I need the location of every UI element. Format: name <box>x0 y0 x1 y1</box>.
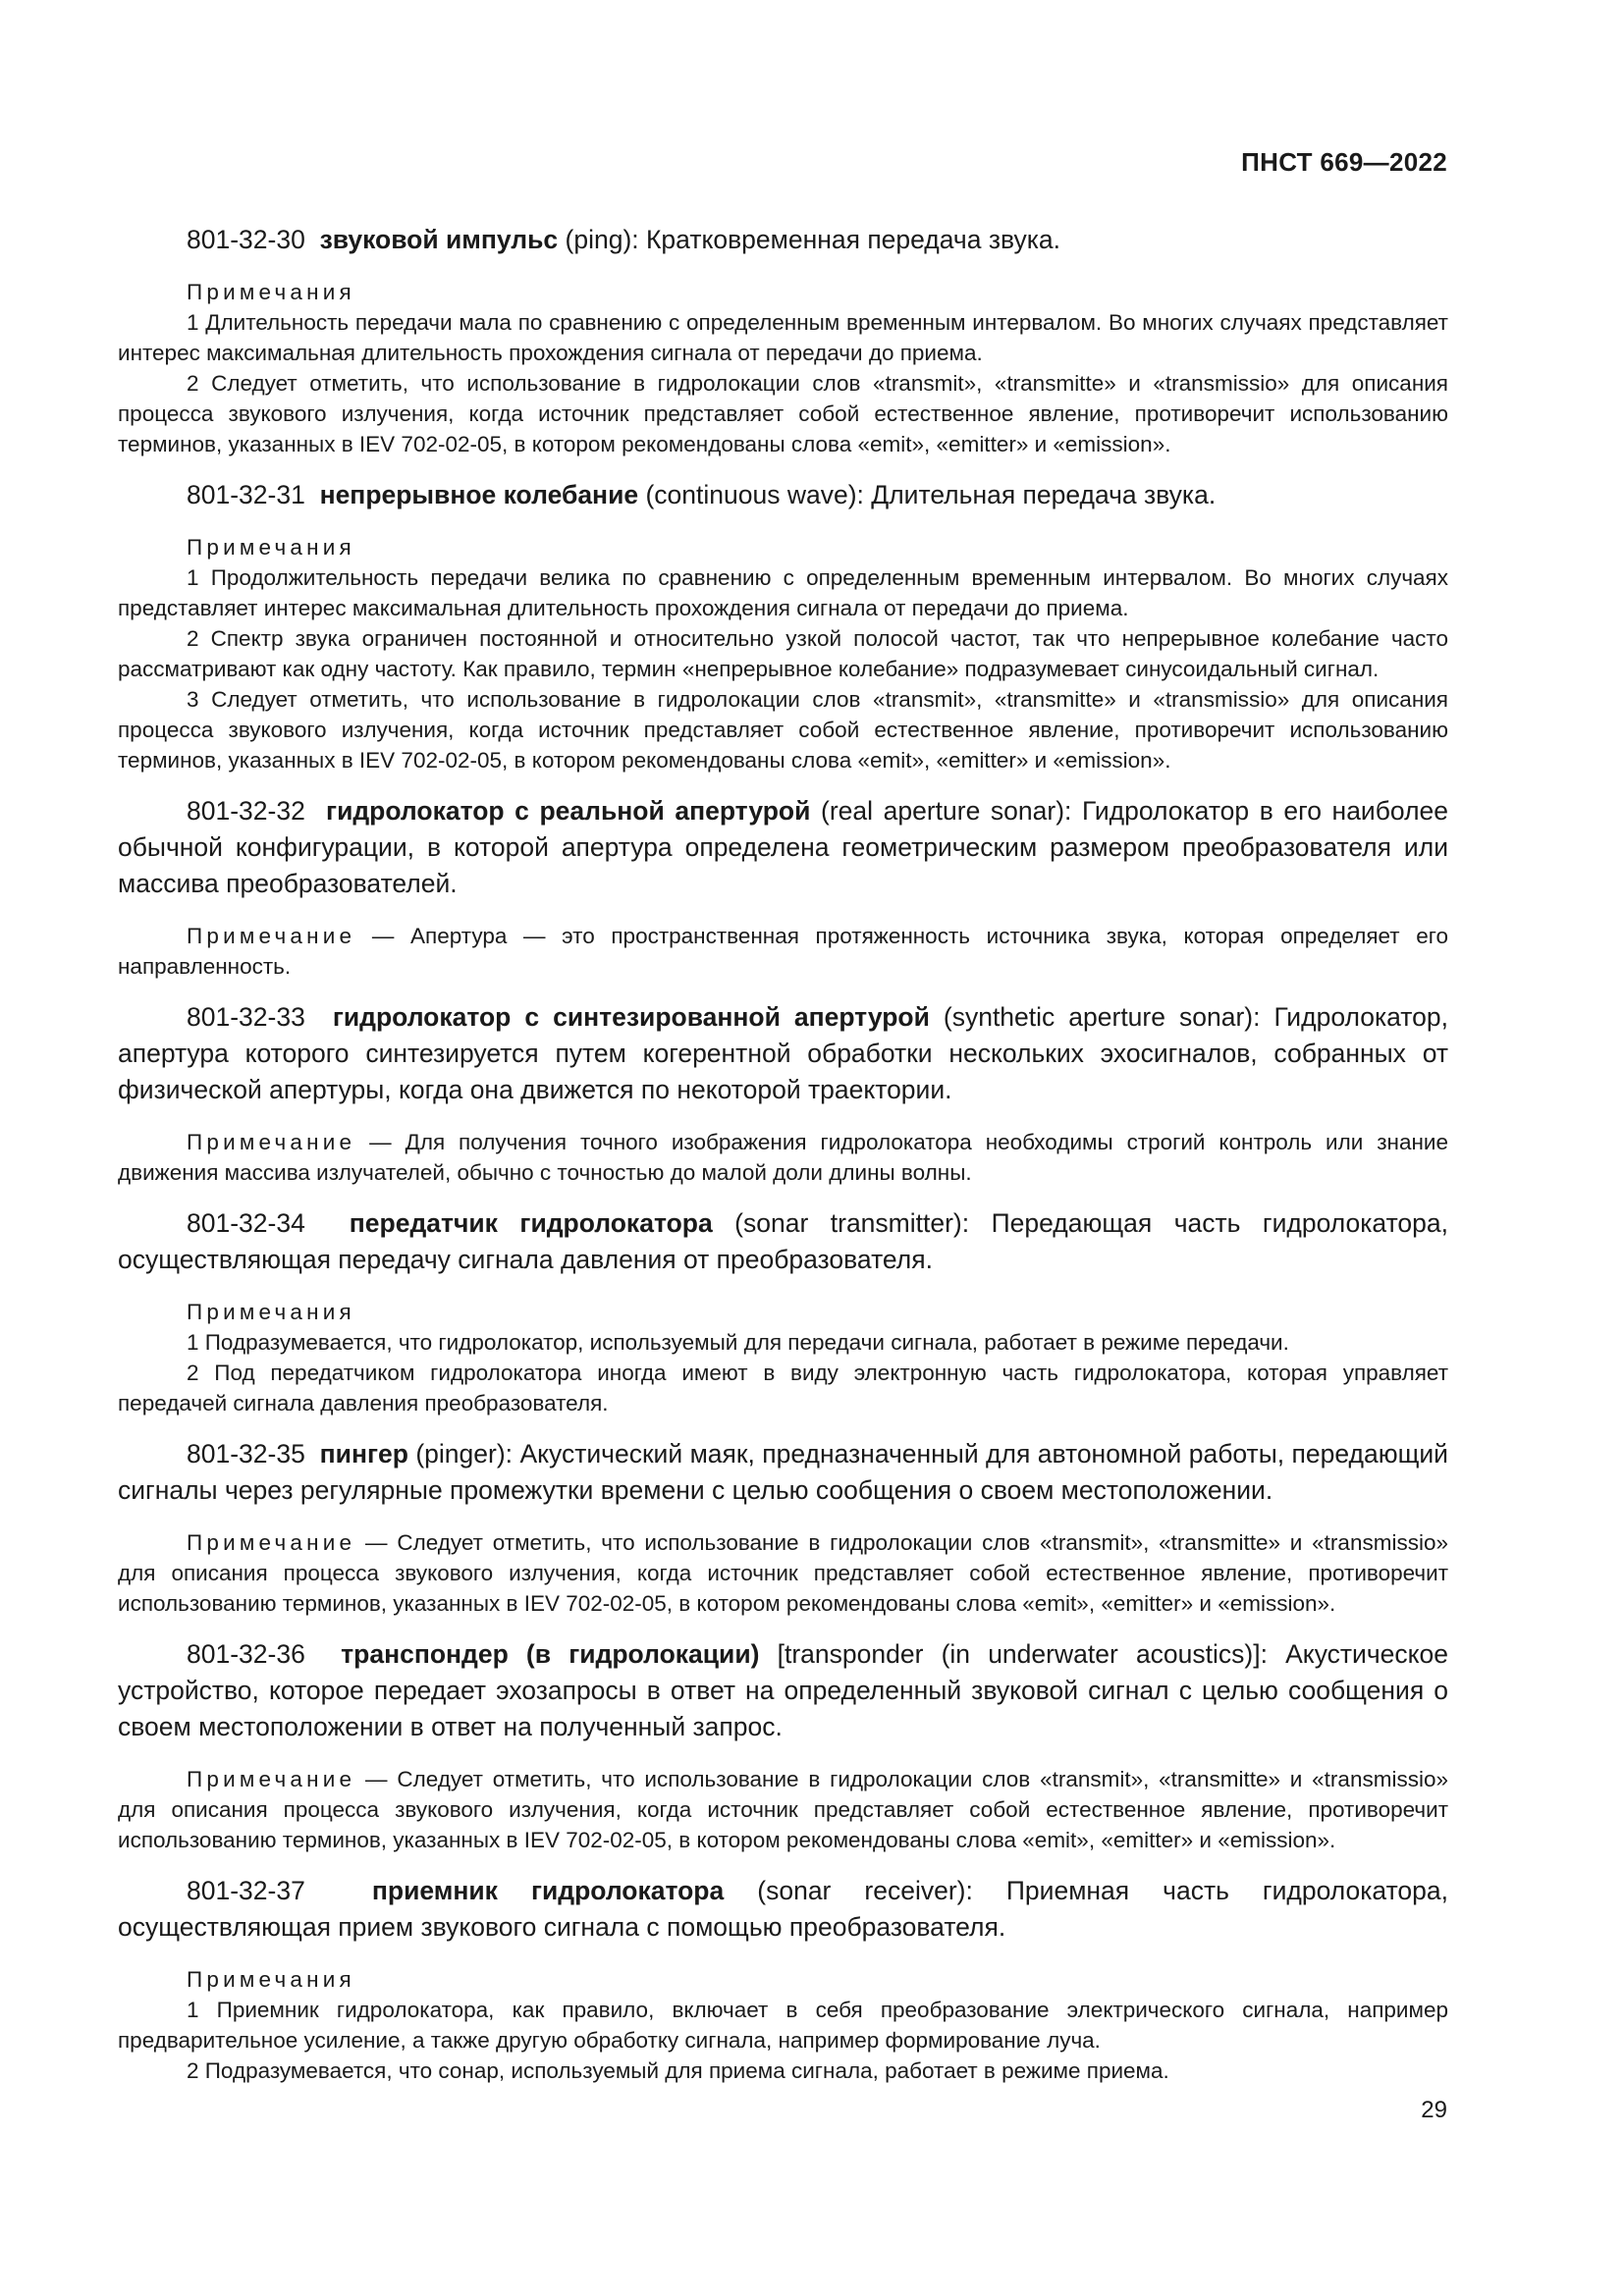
notes-heading: Примечания <box>187 280 355 304</box>
term-definition: (synthetic aperture sonar): Гидролокатор, апертура которого синтезируется путем когерентной обработки нескольких эхосигналов, собранных от физической апертуры, когда она движется по некоторой траектории. <box>118 1002 1448 1104</box>
term-code: 801-32-34 <box>187 1208 305 1238</box>
term-entry <box>118 1205 1448 1278</box>
term-entry <box>118 1873 1448 1946</box>
term-entry <box>118 999 1448 1108</box>
term-entry <box>118 1636 1448 1745</box>
term-definition: (real aperture sonar): Гидролокатор в его наиболее обычной конфигурации, в которой апертура определена геометрическим размером преобразователя или массива преобразователей. <box>118 796 1449 898</box>
term-name: звуковой импульс <box>319 225 559 254</box>
term-definition: (continuous wave): Длительная передача звука. <box>645 480 1217 509</box>
note-item: 1 Приемник гидролокатора, как правило, включает в себя преобразование электрического сигнала, например предварительное усиление, а также другую обработку сигнала, например формирование луча. <box>118 1998 1448 2053</box>
note-item: 1 Продолжительность передачи велика по сравнению с определенным временным интервалом. Во многих случаях представляет интерес максимальная длительность прохождения сигнала от передачи до приема. <box>118 565 1448 620</box>
note-text: Следует отметить, что использование в гидролокации слов «transmit», «transmitte» и «transmissio» для описания процесса звукового излучения, когда источник представляет собой естественное явление, противоречит использованию терминов, указанных в IEV 702-02-05, в котором рекомендованы слова «emit», «emitter» и «emission». <box>118 1767 1448 1852</box>
document-code-header: ПНСТ 669—2022 <box>1241 147 1447 177</box>
term-code: 801-32-35 <box>187 1439 305 1468</box>
note-item: 2 Спектр звука ограничен постоянной и относительно узкой полосой частот, так что непрерывное колебание часто рассматривают как одну частоту. Как правило, термин «непрерывное колебание» подразумевает синусоидальный сигнал. <box>118 626 1448 681</box>
term-code: 801-32-36 <box>187 1639 305 1669</box>
notes-heading: Примечания <box>187 1300 355 1324</box>
note-dash: — <box>369 1130 392 1154</box>
term-code: 801-32-32 <box>187 796 305 826</box>
note-item: 3 Следует отметить, что использование в гидролокации слов «transmit», «transmitte» и «transmissio» для описания процесса звукового излучения, когда источник представляет собой естественное явление, противоречит использованию терминов, указанных в IEV 702-02-05, в котором рекомендованы слова «emit», «emitter» и «emission». <box>118 687 1448 773</box>
term-name: непрерывное колебание <box>319 480 639 509</box>
term-code: 801-32-33 <box>187 1002 305 1032</box>
note-dash: — <box>371 924 395 948</box>
note-item: 1 Подразумевается, что гидролокатор, используемый для передачи сигнала, работает в режиме передачи. <box>187 1330 1289 1355</box>
term-name: пингер <box>319 1439 408 1468</box>
note-text: Для получения точного изображения гидролокатора необходимы строгий контроль или знание движения массива излучателей, обычно с точностью до малой доли длины волны. <box>118 1130 1448 1185</box>
note-item: 2 Следует отметить, что использование в гидролокации слов «transmit», «transmitte» и «transmissio» для описания процесса звукового излучения, когда источник представляет собой естественное явление, противоречит использованию терминов, указанных в IEV 702-02-05, в котором рекомендованы слова «emit», «emitter» и «emission». <box>118 371 1448 456</box>
note-item: 2 Подразумевается, что сонар, используемый для приема сигнала, работает в режиме приема. <box>187 2058 1169 2083</box>
term-code: 801-32-37 <box>187 1876 305 1905</box>
term-entry <box>118 1436 1448 1509</box>
term-name: гидролокатор с синтезированной апертурой <box>332 1002 930 1032</box>
term-definition: (sonar transmitter): Передающая часть гидролокатора, осуществляющая передачу сигнала давления от преобразователя. <box>118 1208 1448 1274</box>
note-item: 1 Длительность передачи мала по сравнению с определенным временным интервалом. Во многих случаях представляет интерес максимальная длительность прохождения сигнала от передачи до приема. <box>118 310 1448 365</box>
term-name: транспондер (в гидролокации) <box>341 1639 760 1669</box>
notes-block <box>118 277 1448 459</box>
note-text: Следует отметить, что использование в гидролокации слов «transmit», «transmitte» и «transmissio» для описания процесса звукового излучения, когда источник представляет собой естественное явление, противоречит использованию терминов, указанных в IEV 702-02-05, в котором рекомендованы слова «emit», «emitter» и «emission». <box>118 1530 1448 1616</box>
note-dash: — <box>365 1767 388 1791</box>
note-inline <box>118 1527 1448 1619</box>
note-inline <box>118 921 1448 982</box>
note-label: Примечание <box>187 1130 356 1154</box>
page-number: 29 <box>1421 2097 1447 2123</box>
notes-heading: Примечания <box>187 1967 355 1992</box>
note-label: Примечание <box>187 1530 356 1555</box>
term-definition: (sonar receiver): Приемная часть гидролокатора, осуществляющая прием звукового сигнала с помощью преобразователя. <box>118 1876 1448 1942</box>
note-label: Примечание <box>187 924 356 948</box>
note-item: 2 Под передатчиком гидролокатора иногда имеют в виду электронную часть гидролокатора, которая управляет передачей сигнала давления преобразователя. <box>118 1361 1448 1415</box>
note-text: Апертура — это пространственная протяженность источника звука, которая определяет его направленность. <box>118 924 1448 979</box>
term-name: гидролокатор с реальной апертурой <box>326 796 811 826</box>
terms-content <box>118 222 1448 2104</box>
note-inline <box>118 1127 1448 1188</box>
term-name: приемник гидролокатора <box>371 1876 725 1905</box>
term-definition: (pinger): Акустический маяк, предназначенный для автономной работы, передающий сигналы через регулярные промежутки времени с целью сообщения о своем местоположении. <box>118 1439 1448 1505</box>
note-dash: — <box>365 1530 388 1555</box>
term-definition: [transponder (in underwater acoustics)]: Акустическое устройство, которое передает эхозапросы в ответ на определенный звуковой сигнал с целью сообщения о своем местоположении в ответ на полученный запрос. <box>118 1639 1448 1741</box>
notes-heading: Примечания <box>187 535 355 560</box>
term-code: 801-32-31 <box>187 480 305 509</box>
term-code: 801-32-30 <box>187 225 305 254</box>
notes-block <box>118 532 1448 775</box>
term-entry <box>118 222 1448 258</box>
notes-block <box>118 1297 1448 1418</box>
term-entry <box>118 477 1448 513</box>
term-definition: (ping): Кратковременная передача звука. <box>565 225 1060 254</box>
notes-block <box>118 1964 1448 2086</box>
note-label: Примечание <box>187 1767 356 1791</box>
term-entry <box>118 793 1448 902</box>
note-inline <box>118 1764 1448 1855</box>
term-name: передатчик гидролокатора <box>349 1208 713 1238</box>
